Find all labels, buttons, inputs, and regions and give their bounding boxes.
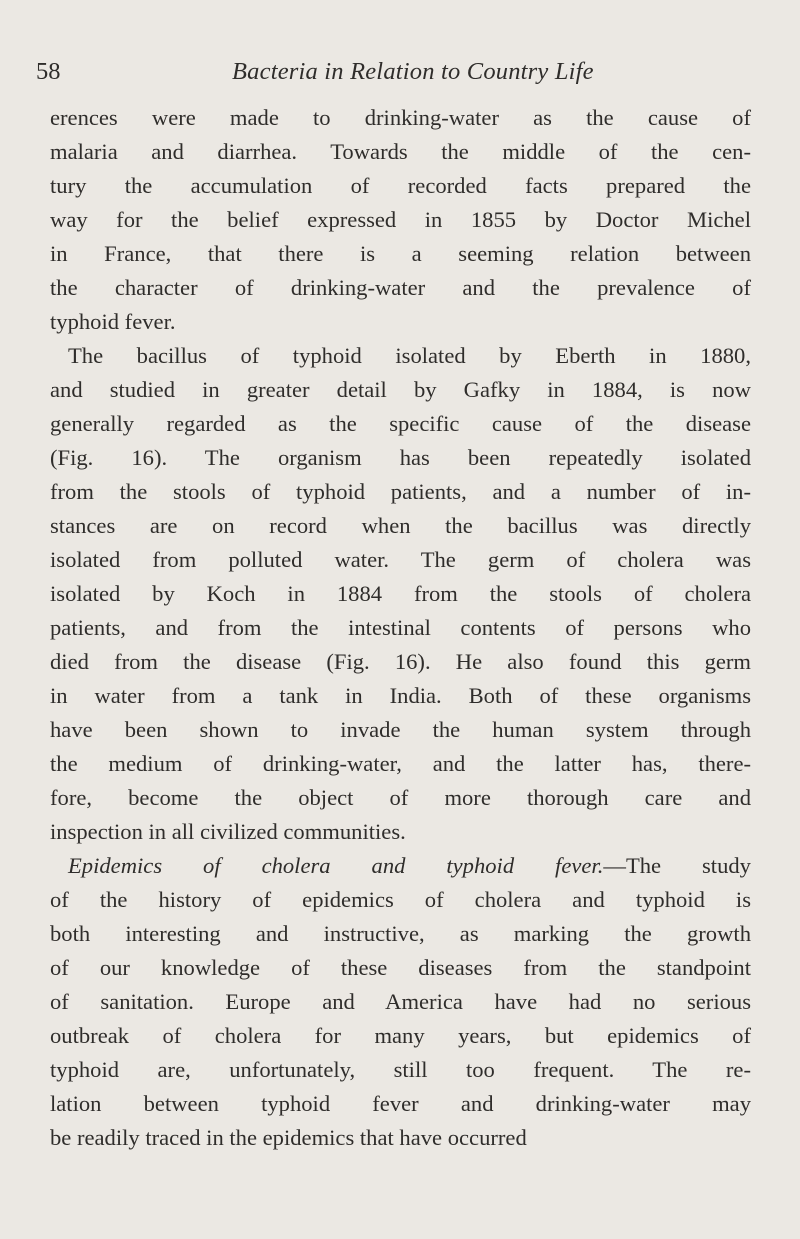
- page-number: 58: [36, 58, 61, 85]
- text-line: inspection in all civilized communities.: [50, 819, 406, 844]
- text-line: died from the disease (Fig. 16). He also found this germ: [50, 649, 751, 674]
- text-line: malaria and diarrhea. Towards the middle of the cen-: [50, 139, 751, 164]
- text-line: outbreak of cholera for many years, but epidemics of: [50, 1023, 751, 1048]
- text-line: the character of drinking-water and the prevalence of: [50, 275, 751, 300]
- text-line: of our knowledge of these diseases from the standpoint: [50, 955, 751, 980]
- text-line: the medium of drinking-water, and the latter has, there-: [50, 751, 751, 776]
- text-line: isolated by Koch in 1884 from the stools of cholera: [50, 581, 751, 606]
- text-line: tury the accumulation of recorded facts prepared the: [50, 173, 751, 198]
- text-line: fore, become the object of more thorough care and: [50, 785, 751, 810]
- text-line: in water from a tank in India. Both of these organisms: [50, 683, 751, 708]
- text-line: (Fig. 16). The organism has been repeatedly isolated: [50, 445, 751, 470]
- section-heading: Epidemics of cholera and typhoid fever.: [68, 853, 604, 878]
- section-heading-line: [68, 849, 751, 883]
- text-line: in France, that there is a seeming relation between: [50, 241, 751, 266]
- section-heading-continuation: —The study: [603, 853, 751, 878]
- text-line: typhoid are, unfortunately, still too frequent. The re-: [50, 1057, 751, 1082]
- text-line: generally regarded as the specific cause of the disease: [50, 411, 751, 436]
- text-line: of sanitation. Europe and America have had no serious: [50, 989, 751, 1014]
- text-line: isolated from polluted water. The germ of cholera was: [50, 547, 751, 572]
- text-line: both interesting and instructive, as marking the growth: [50, 921, 751, 946]
- text-line: typhoid fever.: [50, 309, 176, 334]
- running-head: [36, 52, 656, 92]
- text-line: way for the belief expressed in 1855 by Doctor Michel: [50, 207, 751, 232]
- text-line: erences were made to drinking-water as the cause of: [50, 105, 751, 130]
- text-line: have been shown to invade the human system through: [50, 717, 751, 742]
- text-line: and studied in greater detail by Gafky in 1884, is now: [50, 377, 751, 402]
- running-title: Bacteria in Relation to Country Life: [232, 58, 594, 85]
- text-line: be readily traced in the epidemics that have occurred: [50, 1125, 527, 1150]
- text-line: of the history of epidemics of cholera and typhoid is: [50, 887, 751, 912]
- text-line: from the stools of typhoid patients, and a number of in-: [50, 479, 751, 504]
- text-line: stances are on record when the bacillus was directly: [50, 513, 751, 538]
- paragraph-first-line: The bacillus of typhoid isolated by Eberth in 1880,: [68, 343, 751, 368]
- text-line: lation between typhoid fever and drinking-water may: [50, 1091, 751, 1116]
- text-line: patients, and from the intestinal contents of persons who: [50, 615, 751, 640]
